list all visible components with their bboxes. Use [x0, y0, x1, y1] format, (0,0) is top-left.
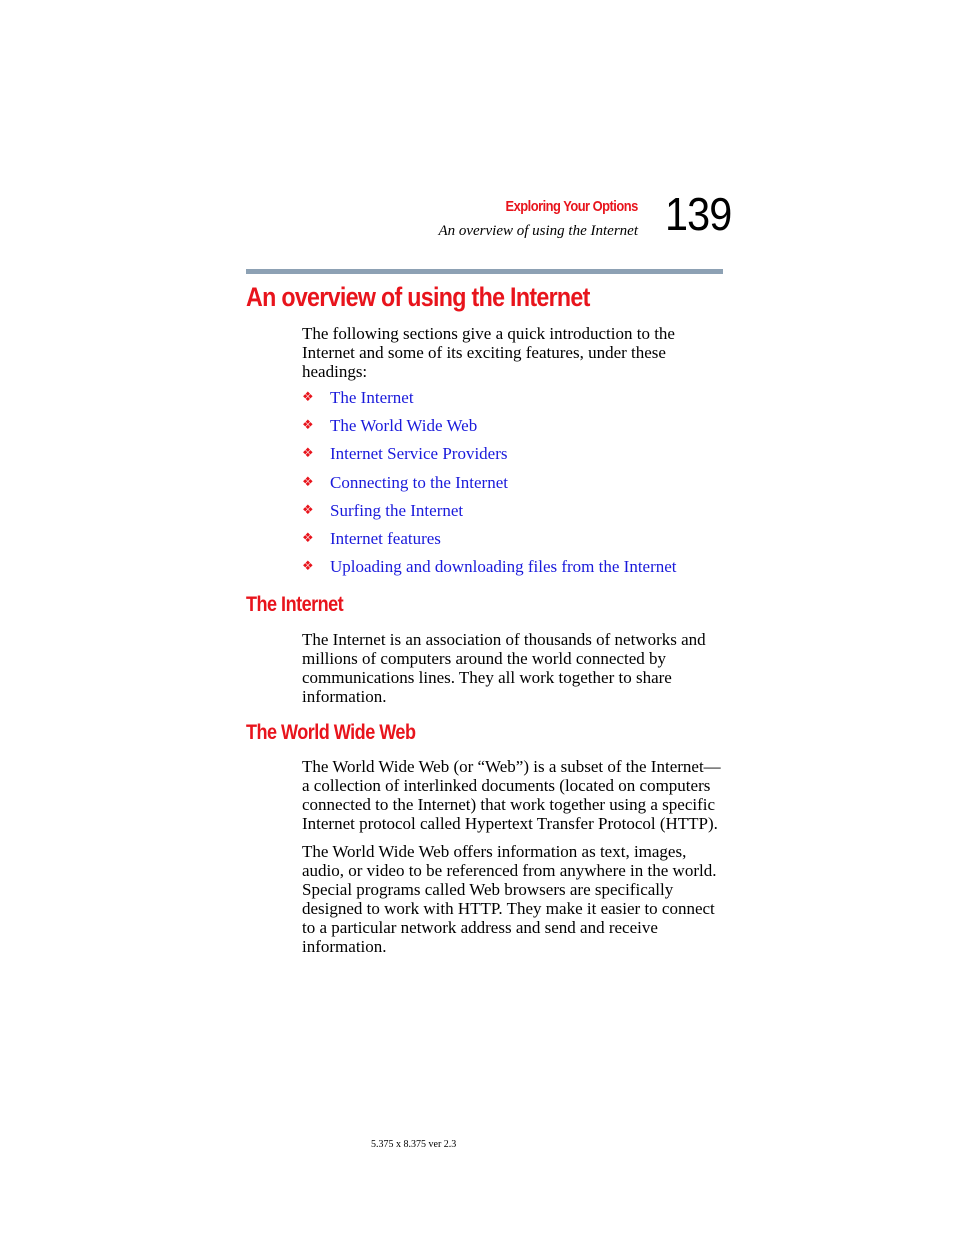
text-line: Internet protocol called Hypertext Transfer Protocol (HTTP).: [302, 814, 718, 833]
page-title: An overview of using the Internet: [246, 282, 590, 312]
link-connecting-to-internet[interactable]: Connecting to the Internet: [330, 472, 508, 492]
link-internet-features[interactable]: Internet features: [330, 528, 441, 548]
intro-paragraph: [302, 324, 730, 381]
text-line: The following sections give a quick introduction to the: [302, 324, 675, 343]
text-line: The World Wide Web (or “Web”) is a subset of the Internet—: [302, 757, 721, 776]
diamond-bullet-icon: ❖: [302, 474, 314, 490]
internet-paragraph: [302, 630, 730, 706]
print-spec-footer: 5.375 x 8.375 ver 2.3: [371, 1139, 457, 1150]
text-line: information.: [302, 687, 387, 706]
text-line: headings:: [302, 362, 368, 381]
text-line: designed to work with HTTP. They make it easier to connect: [302, 899, 715, 918]
section-title: An overview of using the Internet: [438, 223, 638, 239]
text-line: audio, or video to be referenced from anywhere in the world.: [302, 861, 717, 880]
text-line: a collection of interlinked documents (located on computers: [302, 776, 711, 795]
diamond-bullet-icon: ❖: [302, 418, 314, 434]
link-world-wide-web[interactable]: The World Wide Web: [330, 416, 478, 436]
link-uploading-downloading[interactable]: Uploading and downloading files from the Internet: [330, 557, 677, 577]
text-line: communications lines. They all work together to share: [302, 668, 672, 687]
diamond-bullet-icon: ❖: [302, 446, 314, 462]
heading-the-internet: The Internet: [246, 593, 344, 616]
web-paragraph-1: [302, 757, 730, 833]
diamond-bullet-icon: ❖: [302, 390, 314, 405]
chapter-title: Exploring Your Options: [505, 198, 638, 215]
link-internet-service-providers[interactable]: Internet Service Providers: [330, 444, 508, 464]
header-rule: [246, 269, 723, 274]
text-line: to a particular network address and send and receive: [302, 918, 658, 937]
link-surfing-the-internet[interactable]: Surfing the Internet: [330, 500, 464, 520]
text-line: millions of computers around the world connected by: [302, 649, 666, 668]
text-line: information.: [302, 937, 387, 956]
text-line: Internet and some of its exciting features, under these: [302, 343, 666, 362]
web-paragraph-2: [302, 842, 730, 956]
diamond-bullet-icon: ❖: [302, 502, 314, 518]
text-line: Special programs called Web browsers are specifically: [302, 880, 674, 899]
text-line: The Internet is an association of thousands of networks and: [302, 630, 706, 649]
diamond-bullet-icon: ❖: [302, 530, 314, 546]
text-line: connected to the Internet) that work together using a specific: [302, 795, 716, 814]
link-the-internet[interactable]: The Internet: [330, 388, 414, 407]
text-line: The World Wide Web offers information as text, images,: [302, 842, 687, 861]
heading-world-wide-web: The World Wide Web: [246, 721, 416, 744]
page-number: 139: [665, 188, 732, 240]
diamond-bullet-icon: ❖: [302, 559, 314, 575]
